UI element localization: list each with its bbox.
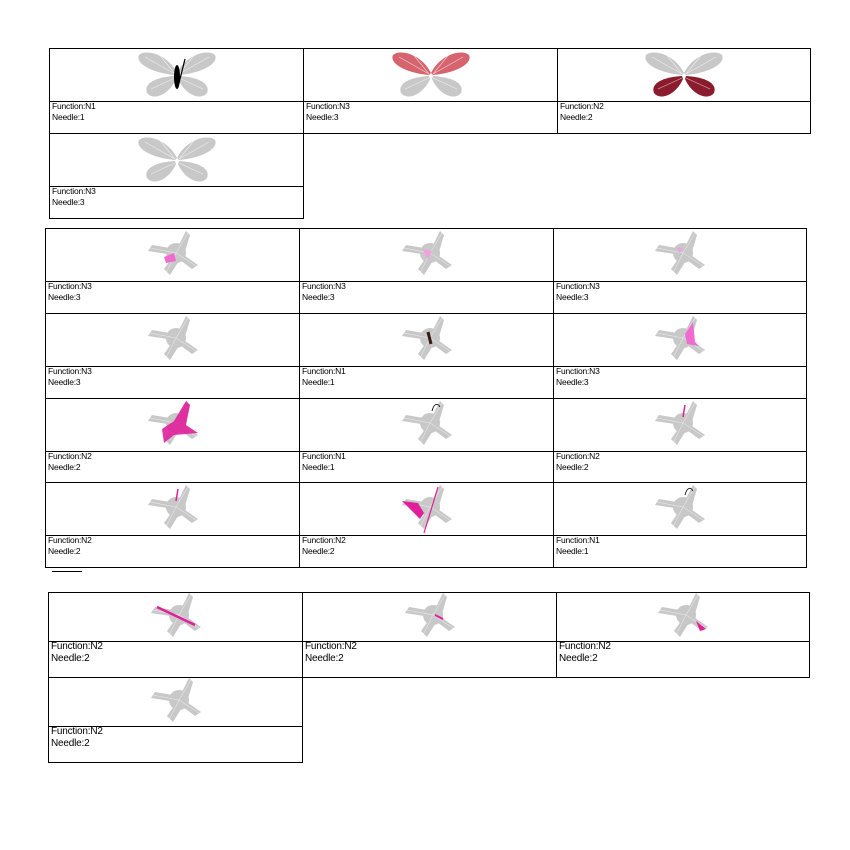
needle-label: Needle:2 <box>51 738 90 749</box>
butterfly-icon <box>144 314 202 366</box>
needle-label: Needle:2 <box>48 546 81 556</box>
stitch-cell[interactable] <box>48 677 303 763</box>
function-label: Function:N2 <box>560 101 604 111</box>
function-label: Function:N3 <box>52 186 96 196</box>
needle-label: Needle:2 <box>302 546 335 556</box>
butterfly-icon <box>137 134 217 186</box>
function-label: Function:N2 <box>48 451 92 461</box>
butterfly-thumbnail <box>300 483 553 536</box>
butterfly-thumbnail <box>49 593 302 642</box>
needle-label: Needle:3 <box>556 292 589 302</box>
butterfly-thumbnail <box>300 229 553 282</box>
stitch-cell[interactable] <box>299 482 554 568</box>
butterfly-thumbnail <box>304 49 557 102</box>
butterfly-icon <box>654 591 712 643</box>
butterfly-icon <box>398 314 456 366</box>
function-label: Function:N3 <box>306 101 350 111</box>
needle-label: Needle:3 <box>302 292 335 302</box>
stitch-cell[interactable] <box>303 48 558 134</box>
stitch-cell[interactable] <box>45 313 300 399</box>
butterfly-icon <box>651 314 709 366</box>
butterfly-thumbnail <box>558 49 810 102</box>
separator-line <box>52 571 82 572</box>
butterfly-icon <box>398 399 456 451</box>
butterfly-icon <box>147 591 205 643</box>
needle-label: Needle:2 <box>305 653 344 664</box>
function-label: Function:N3 <box>556 281 600 291</box>
butterfly-icon <box>391 49 471 101</box>
butterfly-icon <box>144 483 202 535</box>
needle-label: Needle:2 <box>51 653 90 664</box>
needle-label: Needle:1 <box>302 462 335 472</box>
function-label: Function:N2 <box>556 451 600 461</box>
needle-label: Needle:3 <box>48 377 81 387</box>
stitch-cell[interactable] <box>49 133 304 219</box>
butterfly-icon <box>651 399 709 451</box>
function-label: Function:N2 <box>48 535 92 545</box>
function-label: Function:N3 <box>556 366 600 376</box>
function-label: Function:N3 <box>302 281 346 291</box>
stitch-cell[interactable] <box>299 228 554 314</box>
butterfly-thumbnail <box>554 314 806 367</box>
function-label: Function:N2 <box>305 641 357 652</box>
function-label: Function:N1 <box>302 366 346 376</box>
butterfly-thumbnail <box>554 229 806 282</box>
butterfly-thumbnail <box>49 678 302 727</box>
butterfly-icon <box>398 229 456 281</box>
needle-label: Needle:3 <box>556 377 589 387</box>
needle-label: Needle:3 <box>48 292 81 302</box>
function-label: Function:N3 <box>48 281 92 291</box>
needle-label: Needle:1 <box>52 112 85 122</box>
stitch-cell[interactable] <box>557 48 811 134</box>
needle-label: Needle:3 <box>52 197 85 207</box>
butterfly-thumbnail <box>300 399 553 452</box>
stitch-cell[interactable] <box>553 313 807 399</box>
stitch-cell[interactable] <box>556 592 810 678</box>
butterfly-icon <box>644 49 724 101</box>
function-label: Function:N1 <box>302 451 346 461</box>
butterfly-icon <box>398 483 456 535</box>
butterfly-icon <box>651 483 709 535</box>
butterfly-icon <box>144 229 202 281</box>
needle-label: Needle:2 <box>559 653 598 664</box>
stitch-cell[interactable] <box>302 592 557 678</box>
stitch-cell[interactable] <box>553 482 807 568</box>
butterfly-icon <box>651 229 709 281</box>
butterfly-thumbnail <box>300 314 553 367</box>
function-label: Function:N2 <box>51 726 103 737</box>
function-label: Function:N1 <box>52 101 96 111</box>
needle-label: Needle:2 <box>48 462 81 472</box>
function-label: Function:N2 <box>302 535 346 545</box>
butterfly-thumbnail <box>46 483 299 536</box>
stitch-cell[interactable] <box>45 482 300 568</box>
butterfly-thumbnail <box>50 49 303 102</box>
function-label: Function:N1 <box>556 535 600 545</box>
butterfly-thumbnail <box>46 314 299 367</box>
stitch-cell[interactable] <box>48 592 303 678</box>
butterfly-thumbnail <box>303 593 556 642</box>
stitch-cell[interactable] <box>553 228 807 314</box>
butterfly-thumbnail <box>554 399 806 452</box>
stitch-cell[interactable] <box>299 398 554 484</box>
function-label: Function:N2 <box>51 641 103 652</box>
function-label: Function:N3 <box>48 366 92 376</box>
stitch-cell[interactable] <box>49 48 304 134</box>
needle-label: Needle:1 <box>302 377 335 387</box>
butterfly-thumbnail <box>557 593 809 642</box>
butterfly-thumbnail <box>50 134 303 187</box>
stitch-cell[interactable] <box>45 398 300 484</box>
stitch-cell[interactable] <box>45 228 300 314</box>
stitch-cell[interactable] <box>553 398 807 484</box>
needle-label: Needle:1 <box>556 546 589 556</box>
butterfly-icon <box>147 676 205 728</box>
butterfly-icon <box>144 399 202 451</box>
stitch-cell[interactable] <box>299 313 554 399</box>
butterfly-icon <box>137 49 217 101</box>
needle-label: Needle:2 <box>556 462 589 472</box>
butterfly-thumbnail <box>46 229 299 282</box>
butterfly-thumbnail <box>46 399 299 452</box>
butterfly-icon <box>401 591 459 643</box>
butterfly-thumbnail <box>554 483 806 536</box>
needle-label: Needle:3 <box>306 112 339 122</box>
function-label: Function:N2 <box>559 641 611 652</box>
needle-label: Needle:2 <box>560 112 593 122</box>
